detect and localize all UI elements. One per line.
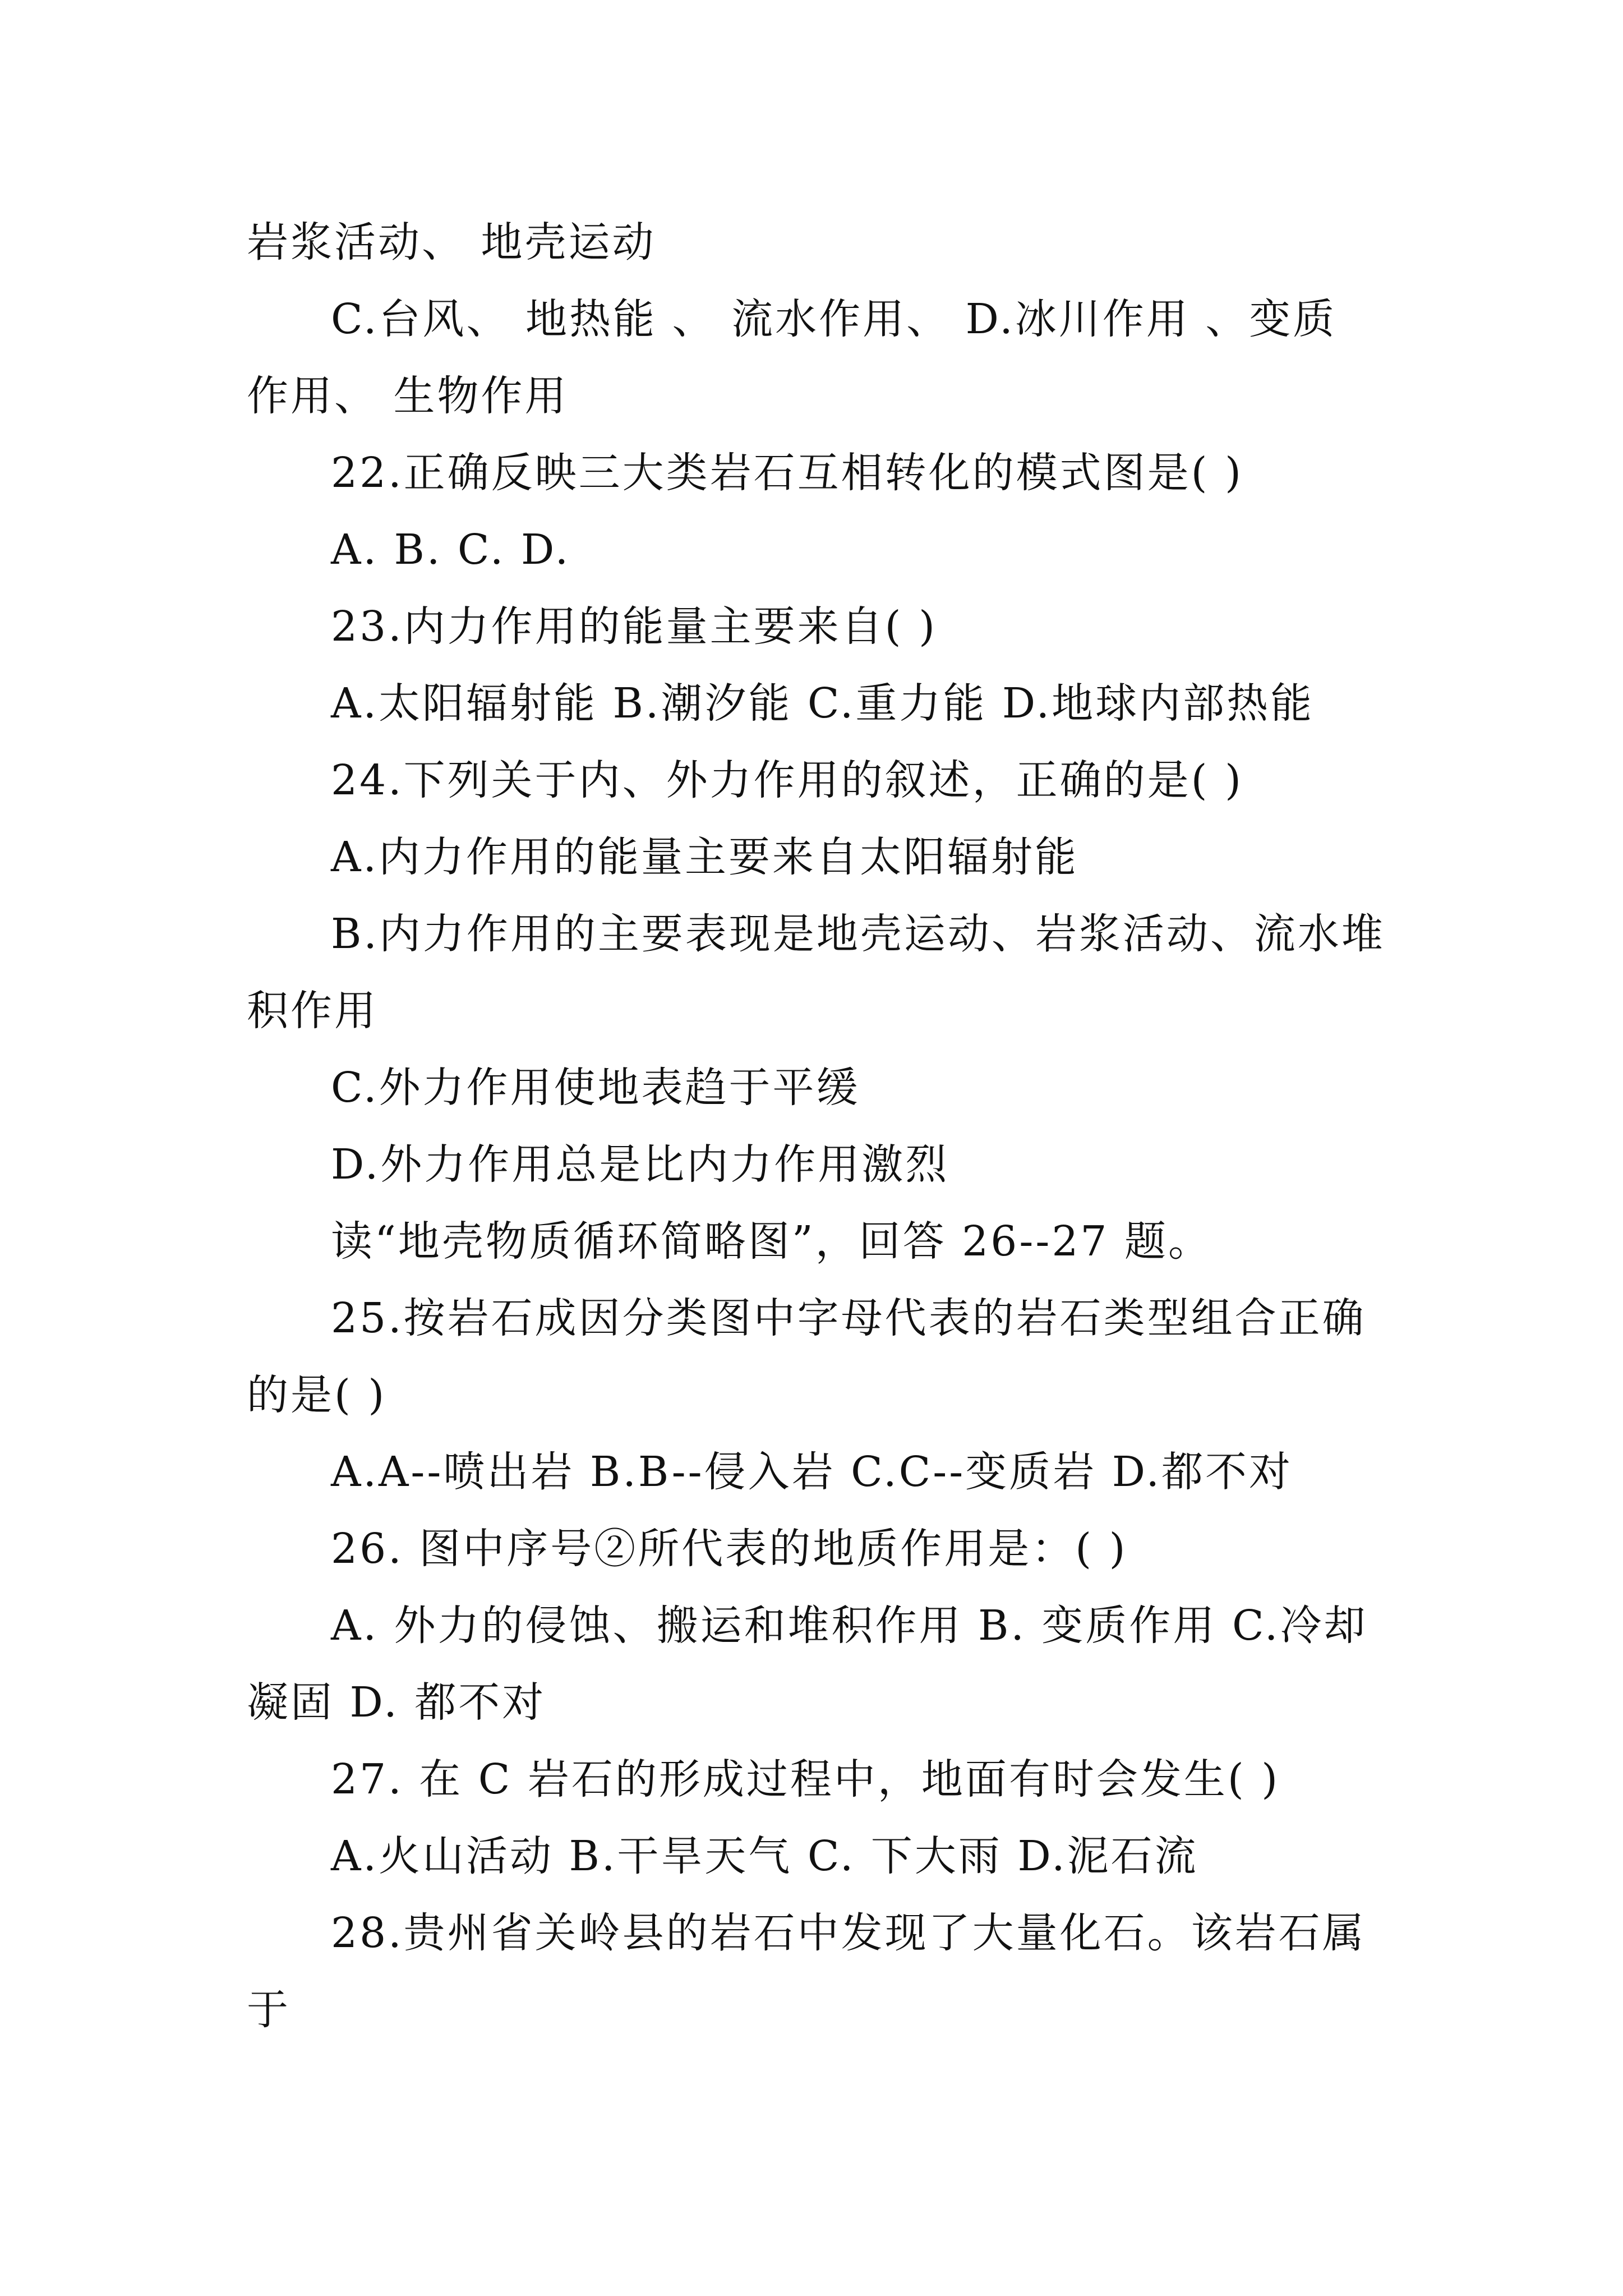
question-26: 26. 图中序号②所代表的地质作用是：( ) xyxy=(331,1525,1128,1573)
question-25-options: A.A--喷出岩 B.B--侵入岩 C.C--变质岩 D.都不对 xyxy=(331,1448,1293,1496)
question-24: 24.下列关于内、外力作用的叙述，正确的是( ) xyxy=(331,756,1243,804)
text-line: 于 xyxy=(247,1986,291,2034)
question-24-option-b: B.内力作用的主要表现是地壳运动、岩浆活动、流水堆 xyxy=(331,910,1385,958)
question-25: 25.按岩石成因分类图中字母代表的岩石类型组合正确 xyxy=(331,1294,1366,1342)
text-line: C.台风、 地热能 、 流水作用、 D.冰川作用 、变质 xyxy=(331,295,1337,343)
question-24-option-c: C.外力作用使地表趋于平缓 xyxy=(331,1064,860,1112)
question-22: 22.正确反映三大类岩石互相转化的模式图是( ) xyxy=(331,449,1243,497)
question-28: 28.贵州省关岭县的岩石中发现了大量化石。该岩石属 xyxy=(331,1909,1366,1957)
question-22-options: A. B. C. D. xyxy=(331,526,571,574)
question-24-option-d: D.外力作用总是比内力作用激烈 xyxy=(331,1140,949,1189)
text-line: 的是( ) xyxy=(247,1371,387,1419)
question-23-options: A.太阳辐射能 B.潮汐能 C.重力能 D.地球内部热能 xyxy=(331,679,1315,728)
question-26-options: A. 外力的侵蚀、搬运和堆积作用 B. 变质作用 C.冷却 xyxy=(331,1602,1368,1650)
question-27: 27. 在 C 岩石的形成过程中，地面有时会发生( ) xyxy=(331,1755,1280,1803)
question-24-option-a: A.内力作用的能量主要来自太阳辐射能 xyxy=(331,833,1078,881)
text-line: 凝固 D. 都不对 xyxy=(247,1678,546,1727)
question-27-options: A.火山活动 B.干旱天气 C. 下大雨 D.泥石流 xyxy=(331,1832,1198,1880)
question-23: 23.内力作用的能量主要来自( ) xyxy=(331,602,937,651)
document-body xyxy=(247,204,1385,2049)
reading-instruction: 读“地壳物质循环简略图”，回答 26--27 题。 xyxy=(331,1217,1212,1266)
text-line: 作用、 生物作用 xyxy=(247,372,569,420)
text-line: 岩浆活动、 地壳运动 xyxy=(247,218,656,266)
text-line: 积作用 xyxy=(247,987,378,1035)
